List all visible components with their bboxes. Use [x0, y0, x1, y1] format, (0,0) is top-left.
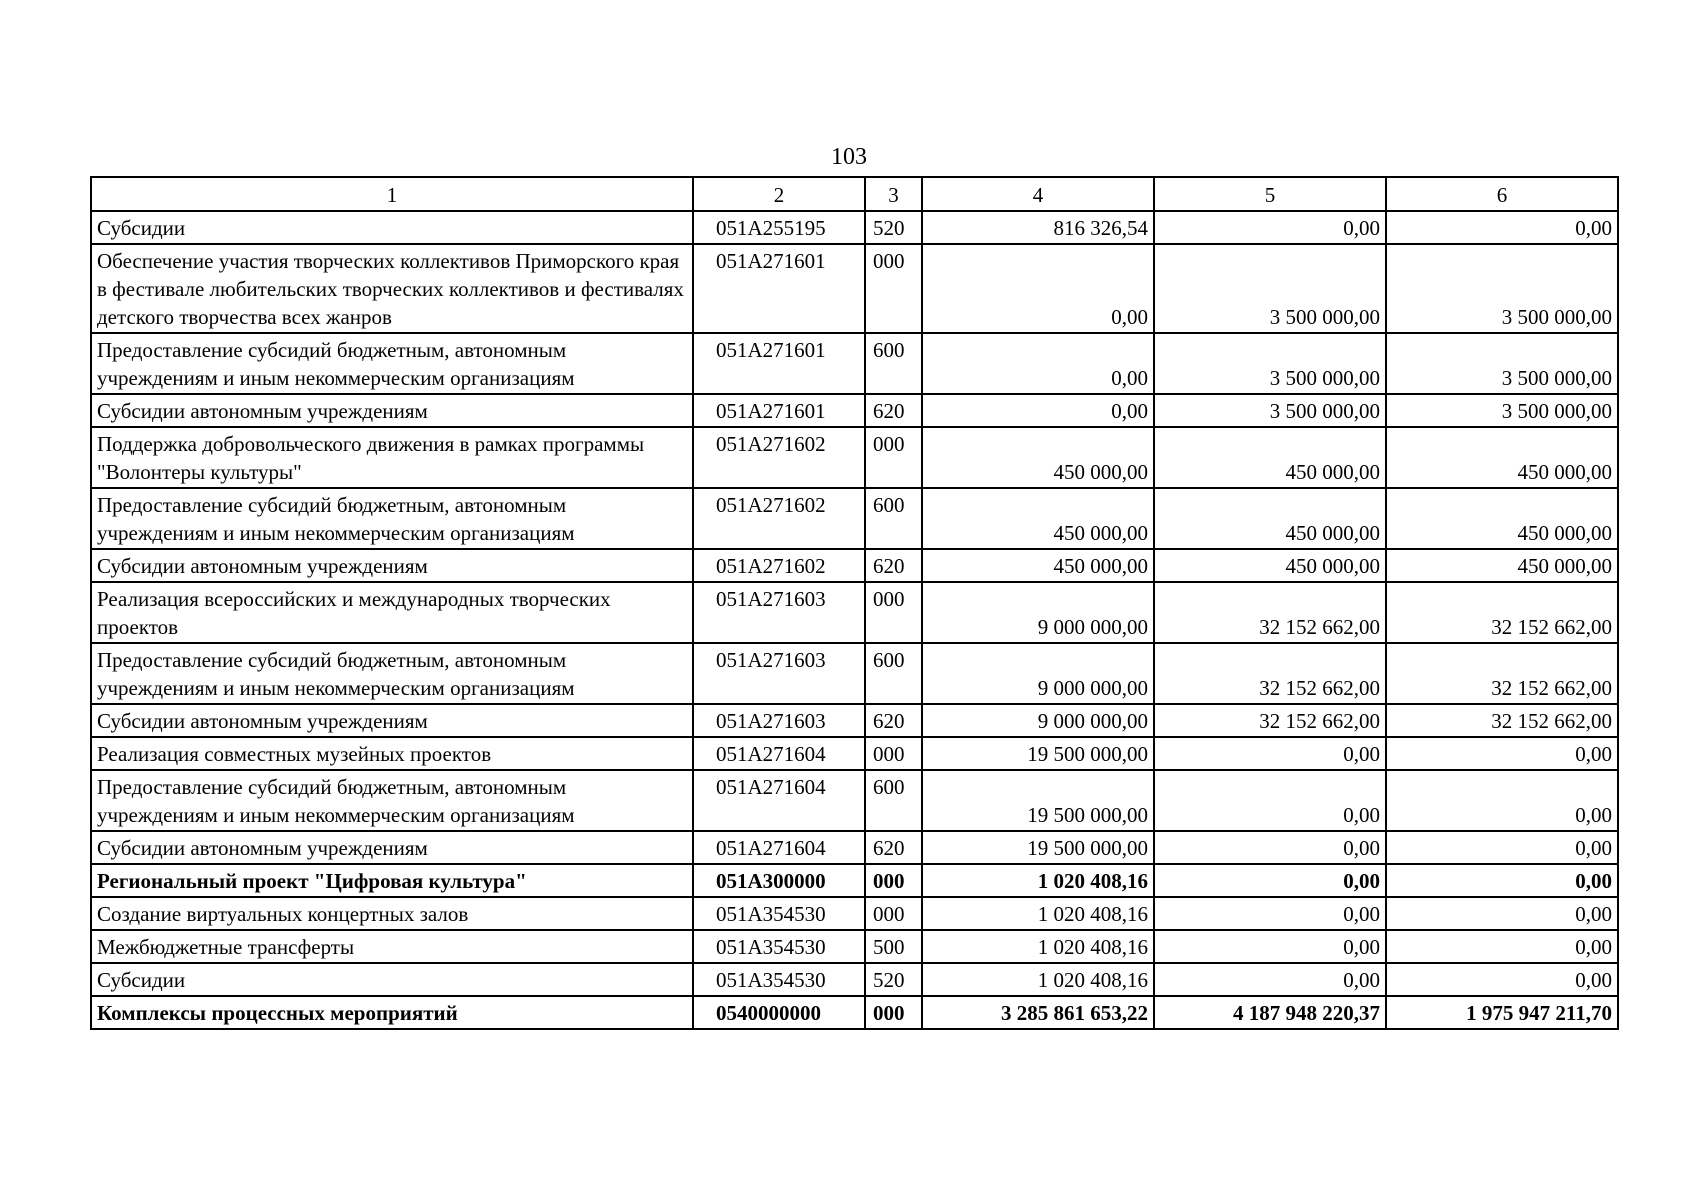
row-code: 051A271602 [693, 488, 865, 549]
row-amount-col5: 450 000,00 [1154, 427, 1386, 488]
row-amount-col4: 19 500 000,00 [922, 770, 1154, 831]
row-amount-col4: 1 020 408,16 [922, 963, 1154, 996]
row-amount-col6: 450 000,00 [1386, 549, 1618, 582]
row-amount-col4: 1 020 408,16 [922, 930, 1154, 963]
row-code: 051A271601 [693, 394, 865, 427]
row-amount-col6: 32 152 662,00 [1386, 643, 1618, 704]
row-code: 051A271604 [693, 737, 865, 770]
row-code: 051A271604 [693, 770, 865, 831]
row-name: Межбюджетные трансферты [91, 930, 693, 963]
row-amount-col4: 816 326,54 [922, 211, 1154, 244]
row-amount-col4: 19 500 000,00 [922, 831, 1154, 864]
table-row [91, 864, 1618, 897]
row-name: Субсидии автономным учреждениям [91, 549, 693, 582]
budget-table [90, 176, 1619, 1030]
row-amount-col4: 9 000 000,00 [922, 582, 1154, 643]
table-row [91, 996, 1618, 1029]
table-row [91, 930, 1618, 963]
row-amount-col5: 32 152 662,00 [1154, 704, 1386, 737]
row-amount-col6: 32 152 662,00 [1386, 582, 1618, 643]
row-amount-col5: 0,00 [1154, 737, 1386, 770]
row-name: Обеспечение участия творческих коллективов Приморского края в фестивале любительских творческих коллективов и фестивалях детского творчества всех жанров [91, 244, 693, 333]
row-amount-col5: 0,00 [1154, 897, 1386, 930]
table-row [91, 394, 1618, 427]
table-row [91, 643, 1618, 704]
row-code: 051A271601 [693, 333, 865, 394]
table-header [91, 177, 1618, 211]
row-amount-col4: 9 000 000,00 [922, 704, 1154, 737]
row-amount-col5: 32 152 662,00 [1154, 643, 1386, 704]
row-amount-col5: 3 500 000,00 [1154, 333, 1386, 394]
table-row [91, 582, 1618, 643]
row-code: 051A354530 [693, 897, 865, 930]
row-amount-col6: 3 500 000,00 [1386, 244, 1618, 333]
row-expense-type: 600 [865, 333, 922, 394]
row-amount-col6: 0,00 [1386, 831, 1618, 864]
row-name: Субсидии автономным учреждениям [91, 831, 693, 864]
table-row [91, 427, 1618, 488]
row-expense-type: 000 [865, 244, 922, 333]
row-amount-col4: 0,00 [922, 333, 1154, 394]
row-amount-col5: 0,00 [1154, 930, 1386, 963]
row-amount-col5: 3 500 000,00 [1154, 244, 1386, 333]
row-expense-type: 000 [865, 897, 922, 930]
row-name: Субсидии автономным учреждениям [91, 704, 693, 737]
row-amount-col5: 0,00 [1154, 963, 1386, 996]
row-amount-col5: 0,00 [1154, 831, 1386, 864]
column-header-4: 4 [922, 177, 1154, 211]
row-name: Предоставление субсидий бюджетным, автономным учреждениям и иным некоммерческим организациям [91, 770, 693, 831]
row-expense-type: 000 [865, 864, 922, 897]
row-code: 051A271602 [693, 549, 865, 582]
row-code: 051A271603 [693, 704, 865, 737]
table-row [91, 963, 1618, 996]
table-body [91, 211, 1618, 1029]
row-expense-type: 620 [865, 704, 922, 737]
row-name: Региональный проект "Цифровая культура" [91, 864, 693, 897]
row-expense-type: 620 [865, 394, 922, 427]
row-code: 0540000000 [693, 996, 865, 1029]
table-row [91, 333, 1618, 394]
page-number: 103 [831, 144, 867, 170]
row-amount-col4: 1 020 408,16 [922, 864, 1154, 897]
column-header-2: 2 [693, 177, 865, 211]
table-row [91, 211, 1618, 244]
table-row [91, 737, 1618, 770]
row-code: 051A300000 [693, 864, 865, 897]
column-header-3: 3 [865, 177, 922, 211]
row-amount-col6: 450 000,00 [1386, 427, 1618, 488]
row-amount-col6: 0,00 [1386, 897, 1618, 930]
table-row [91, 244, 1618, 333]
row-amount-col4: 9 000 000,00 [922, 643, 1154, 704]
row-expense-type: 000 [865, 582, 922, 643]
row-expense-type: 000 [865, 427, 922, 488]
row-name: Предоставление субсидий бюджетным, автономным учреждениям и иным некоммерческим организациям [91, 333, 693, 394]
row-name: Создание виртуальных концертных залов [91, 897, 693, 930]
row-amount-col6: 32 152 662,00 [1386, 704, 1618, 737]
row-code: 051A255195 [693, 211, 865, 244]
row-code: 051A271603 [693, 643, 865, 704]
row-name: Комплексы процессных мероприятий [91, 996, 693, 1029]
row-amount-col5: 450 000,00 [1154, 549, 1386, 582]
header-row [91, 177, 1618, 211]
row-name: Предоставление субсидий бюджетным, автономным учреждениям и иным некоммерческим организациям [91, 488, 693, 549]
row-amount-col5: 0,00 [1154, 211, 1386, 244]
row-code: 051A354530 [693, 963, 865, 996]
row-amount-col6: 0,00 [1386, 864, 1618, 897]
table-row [91, 831, 1618, 864]
row-amount-col4: 450 000,00 [922, 488, 1154, 549]
row-amount-col4: 450 000,00 [922, 549, 1154, 582]
row-name: Поддержка добровольческого движения в рамках программы "Волонтеры культуры" [91, 427, 693, 488]
table-row [91, 549, 1618, 582]
row-name: Реализация всероссийских и международных творческих проектов [91, 582, 693, 643]
row-name: Предоставление субсидий бюджетным, автономным учреждениям и иным некоммерческим организациям [91, 643, 693, 704]
row-expense-type: 620 [865, 831, 922, 864]
row-amount-col5: 0,00 [1154, 770, 1386, 831]
row-amount-col4: 3 285 861 653,22 [922, 996, 1154, 1029]
row-name: Субсидии автономным учреждениям [91, 394, 693, 427]
table-row [91, 897, 1618, 930]
row-amount-col6: 3 500 000,00 [1386, 333, 1618, 394]
table-row [91, 488, 1618, 549]
row-amount-col6: 0,00 [1386, 770, 1618, 831]
row-code: 051A271601 [693, 244, 865, 333]
column-header-5: 5 [1154, 177, 1386, 211]
row-amount-col6: 0,00 [1386, 963, 1618, 996]
row-expense-type: 520 [865, 963, 922, 996]
row-expense-type: 000 [865, 996, 922, 1029]
row-amount-col4: 450 000,00 [922, 427, 1154, 488]
row-code: 051A271604 [693, 831, 865, 864]
row-name: Субсидии [91, 963, 693, 996]
row-amount-col5: 4 187 948 220,37 [1154, 996, 1386, 1029]
row-amount-col5: 32 152 662,00 [1154, 582, 1386, 643]
row-name: Субсидии [91, 211, 693, 244]
row-expense-type: 600 [865, 488, 922, 549]
table-row [91, 704, 1618, 737]
row-amount-col5: 450 000,00 [1154, 488, 1386, 549]
row-amount-col6: 0,00 [1386, 930, 1618, 963]
row-amount-col6: 1 975 947 211,70 [1386, 996, 1618, 1029]
row-expense-type: 600 [865, 643, 922, 704]
row-amount-col4: 0,00 [922, 244, 1154, 333]
row-amount-col4: 1 020 408,16 [922, 897, 1154, 930]
row-expense-type: 620 [865, 549, 922, 582]
column-header-6: 6 [1386, 177, 1618, 211]
row-code: 051A271603 [693, 582, 865, 643]
row-expense-type: 600 [865, 770, 922, 831]
row-expense-type: 000 [865, 737, 922, 770]
table-row [91, 770, 1618, 831]
row-amount-col6: 0,00 [1386, 211, 1618, 244]
column-header-1: 1 [91, 177, 693, 211]
row-amount-col6: 450 000,00 [1386, 488, 1618, 549]
row-amount-col6: 0,00 [1386, 737, 1618, 770]
row-code: 051A354530 [693, 930, 865, 963]
row-expense-type: 500 [865, 930, 922, 963]
row-name: Реализация совместных музейных проектов [91, 737, 693, 770]
row-expense-type: 520 [865, 211, 922, 244]
row-code: 051A271602 [693, 427, 865, 488]
row-amount-col4: 0,00 [922, 394, 1154, 427]
row-amount-col5: 3 500 000,00 [1154, 394, 1386, 427]
row-amount-col5: 0,00 [1154, 864, 1386, 897]
row-amount-col6: 3 500 000,00 [1386, 394, 1618, 427]
row-amount-col4: 19 500 000,00 [922, 737, 1154, 770]
